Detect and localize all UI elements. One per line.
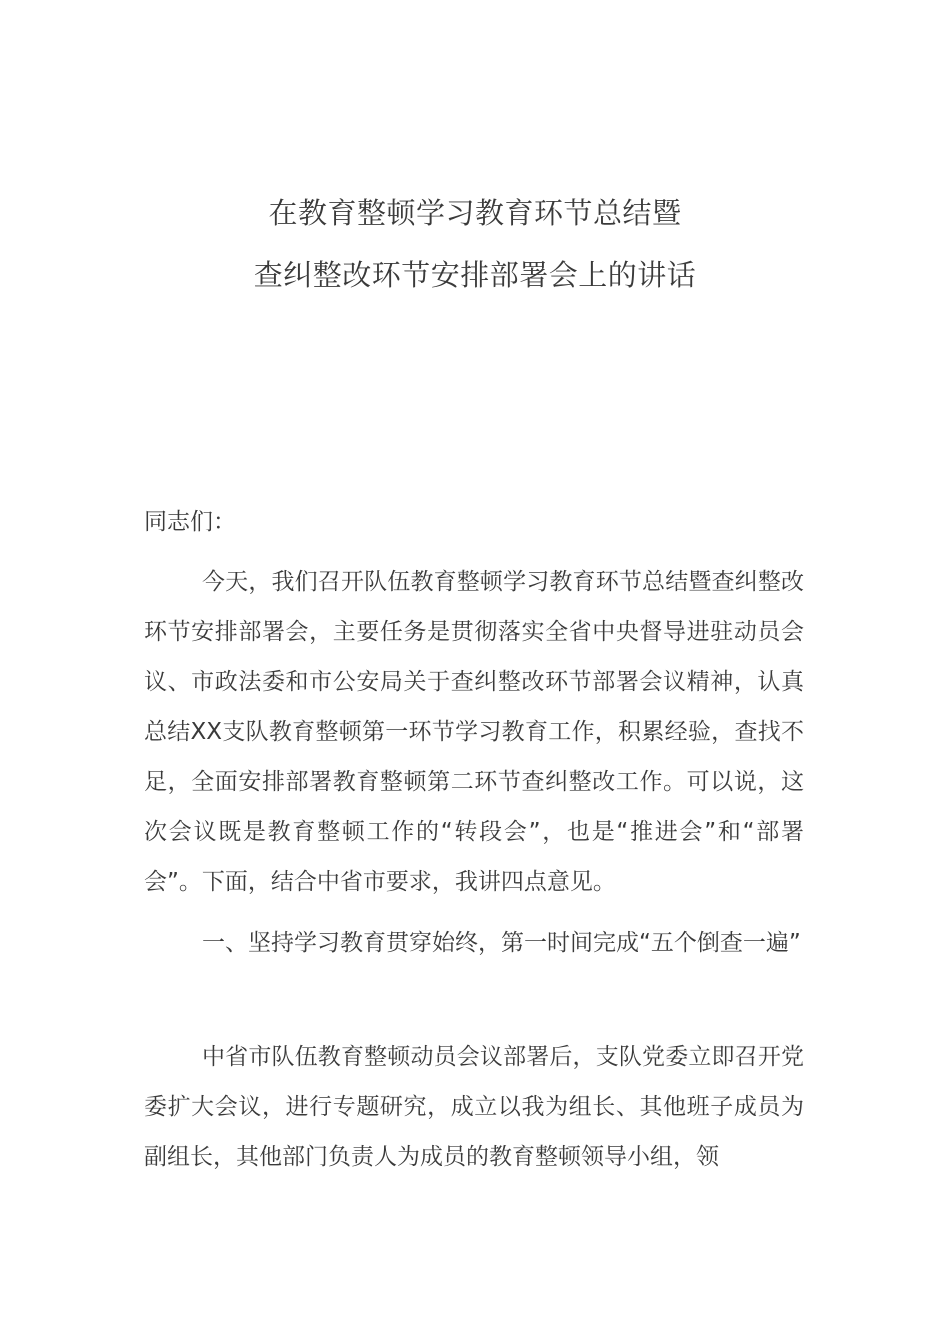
- salutation: 同志们：: [144, 509, 236, 535]
- paragraph-section-1: 中省市队伍教育整顿动员会议部署后，支队党委立即召开党委扩大会议，进行专题研究，成立以我为组长、其他班子成员为副组长，其他部门负责人为成员的教育整顿领导小组，领: [144, 1044, 804, 1170]
- section-heading-1: 一、坚持学习教育贯穿始终，第一时间完成“五个倒查一遍”: [202, 930, 801, 956]
- document-title-line-1: 在教育整顿学习教育环节总结暨: [268, 196, 682, 230]
- document-title-line-2: 查纠整改环节安排部署会上的讲话: [253, 258, 697, 292]
- paragraph-intro: 今天，我们召开队伍教育整顿学习教育环节总结暨查纠整改环节安排部署会，主要任务是贯彻落实全省中央督导进驻动员会议、市政法委和市公安局关于查纠整改环节部署会议精神，认真总结XX支队教育整顿第一环节学习教育工作，积累经验，查找不足，全面安排部署教育整顿第二环节查纠整改工作。可以说，这次会议既是教育整顿工作的“转段会”，也是“推进会”和“部署会”。下面，结合中省市要求，我讲四点意见。: [144, 569, 804, 895]
